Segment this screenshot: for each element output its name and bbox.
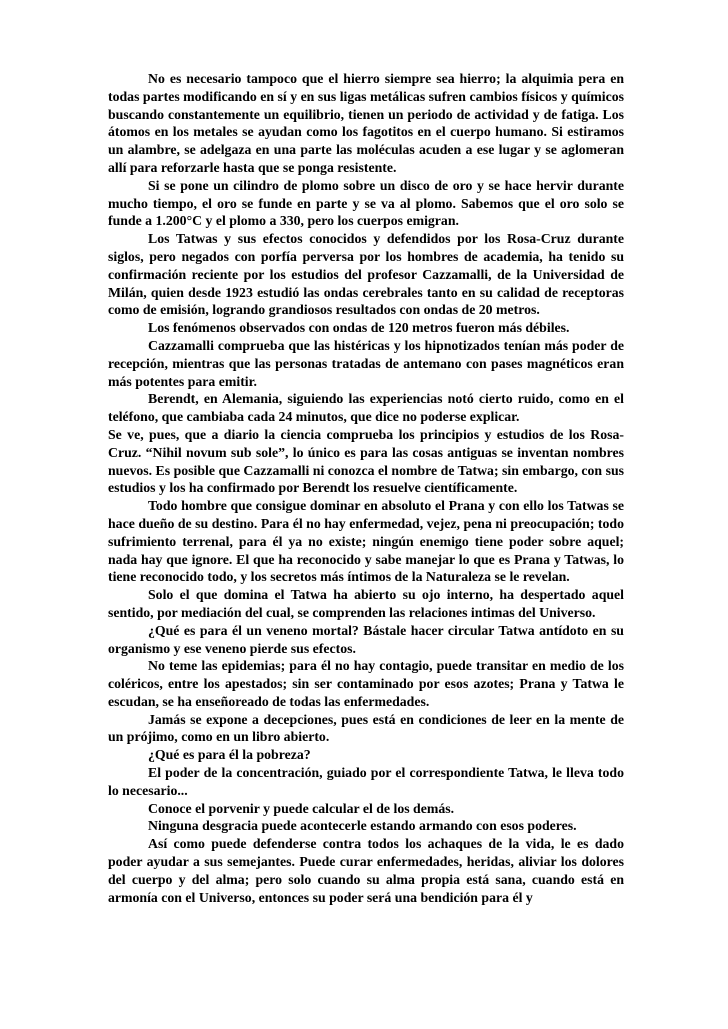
- paragraph: Todo hombre que consigue dominar en absoluto el Prana y con ello los Tatwas se hace dueño de su destino. Para él no hay enfermedad, vejez, pena ni preocupación; todo sufrimiento terrenal, para él ya no existe; ningún enemigo tiene poder sobre aquel; nada hay que ignore. El que ha reconocido y sabe manejar lo que es Prana y Tatwas, lo tiene reconocido todo, y los secretos más íntimos de la Naturaleza se le revelan.: [108, 498, 624, 585]
- paragraph: ¿Qué es para él la pobreza?: [148, 747, 311, 763]
- paragraph: El poder de la concentración, guiado por el correspondiente Tatwa, le lleva todo lo necesario...: [108, 765, 624, 798]
- paragraph: Cazzamalli comprueba que las histéricas y los hipnotizados tenían más poder de recepción, mientras que las personas tratadas de antemano con pases magnéticos eran más potentes para emitir.: [108, 337, 624, 389]
- paragraph: Si se pone un cilindro de plomo sobre un disco de oro y se hace hervir durante mucho tiempo, el oro se funde en parte y se va al plomo. Sabemos que el oro solo se funde a 1.200°C y el plomo a 330, pero los cuerpos emigran.: [108, 177, 624, 229]
- paragraph: Berendt, en Alemania, siguiendo las experiencias notó cierto ruido, como en el teléfono, que cambiaba cada 24 minutos, que dice no poderse explicar.: [108, 391, 624, 425]
- paragraph: Conoce el porvenir y puede calcular el de los demás.: [148, 800, 455, 816]
- paragraph: Los fenómenos observados con ondas de 120 metros fueron más débiles.: [148, 320, 570, 336]
- paragraph: Ninguna desgracia puede acontecerle estando armando con esos poderes.: [148, 818, 577, 834]
- paragraph: No es necesario tampoco que el hierro siempre sea hierro; la alquimia pera en todas partes modificando en sí y en sus ligas metálicas sufren cambios físicos y químicos buscando constantemente un equilibrio, tienen un periodo de actividad y de fatiga. Los átomos en los metales se ayudan como los fagotitos en el cuerpo humano. Si estiramos un alambre, se adelgaza en una parte las moléculas acuden a ese lugar y se aglomeran allí para reforzarle hasta que se ponga resistente.: [108, 71, 624, 175]
- paragraph: Los Tatwas y sus efectos conocidos y defendidos por los Rosa-Cruz durante siglos, pero negados con porfía perversa por los hombres de academia, ha tenido su confirmación reciente por los estudios del profesor Cazzamalli, de la Universidad de Milán, quien desde 1923 estudió las ondas cerebrales tanto en su calidad de receptoras como de emisión, logrando grandiosos resultados con ondas de 20 metros.: [108, 231, 624, 318]
- body-text: [108, 70, 624, 906]
- paragraph: Así como puede defenderse contra todos los achaques de la vida, le es dado poder ayudar a sus semejantes. Puede curar enfermedades, heridas, aliviar los dolores del cuerpo y del alma; pero solo cuando su alma propia está sana, cuando está en armonía con el Universo, entonces su poder será una bendición para él y: [108, 836, 624, 905]
- paragraph: Se ve, pues, que a diario la ciencia comprueba los principios y estudios de los Rosa-Cruz. “Nihil novum sub sole”, lo único es para las cosas antiguas se inventan nombres nuevos. Es posible que Cazzamalli ni conozca el nombre de Tatwa; sin embargo, con sus estudios y los ha confirmado por Berendt los resuelve científicamente.: [108, 426, 624, 496]
- paragraph: ¿Qué es para él un veneno mortal? Bástale hacer circular Tatwa antídoto en su organismo y ese veneno pierde sus efectos.: [108, 622, 624, 656]
- paragraph: Solo el que domina el Tatwa ha abierto su ojo interno, ha despertado aquel sentido, por mediación del cual, se comprenden las relaciones intimas del Universo.: [108, 587, 624, 620]
- paragraph: No teme las epidemias; para él no hay contagio, puede transitar en medio de los coléricos, entre los apestados; sin ser contaminado por esos azotes; Prana y Tatwa le escudan, se ha enseñoreado de todas las enfermedades.: [108, 658, 624, 709]
- paragraph: Jamás se expone a decepciones, pues está en condiciones de leer en la mente de un prójimo, como en un libro abierto.: [108, 711, 624, 745]
